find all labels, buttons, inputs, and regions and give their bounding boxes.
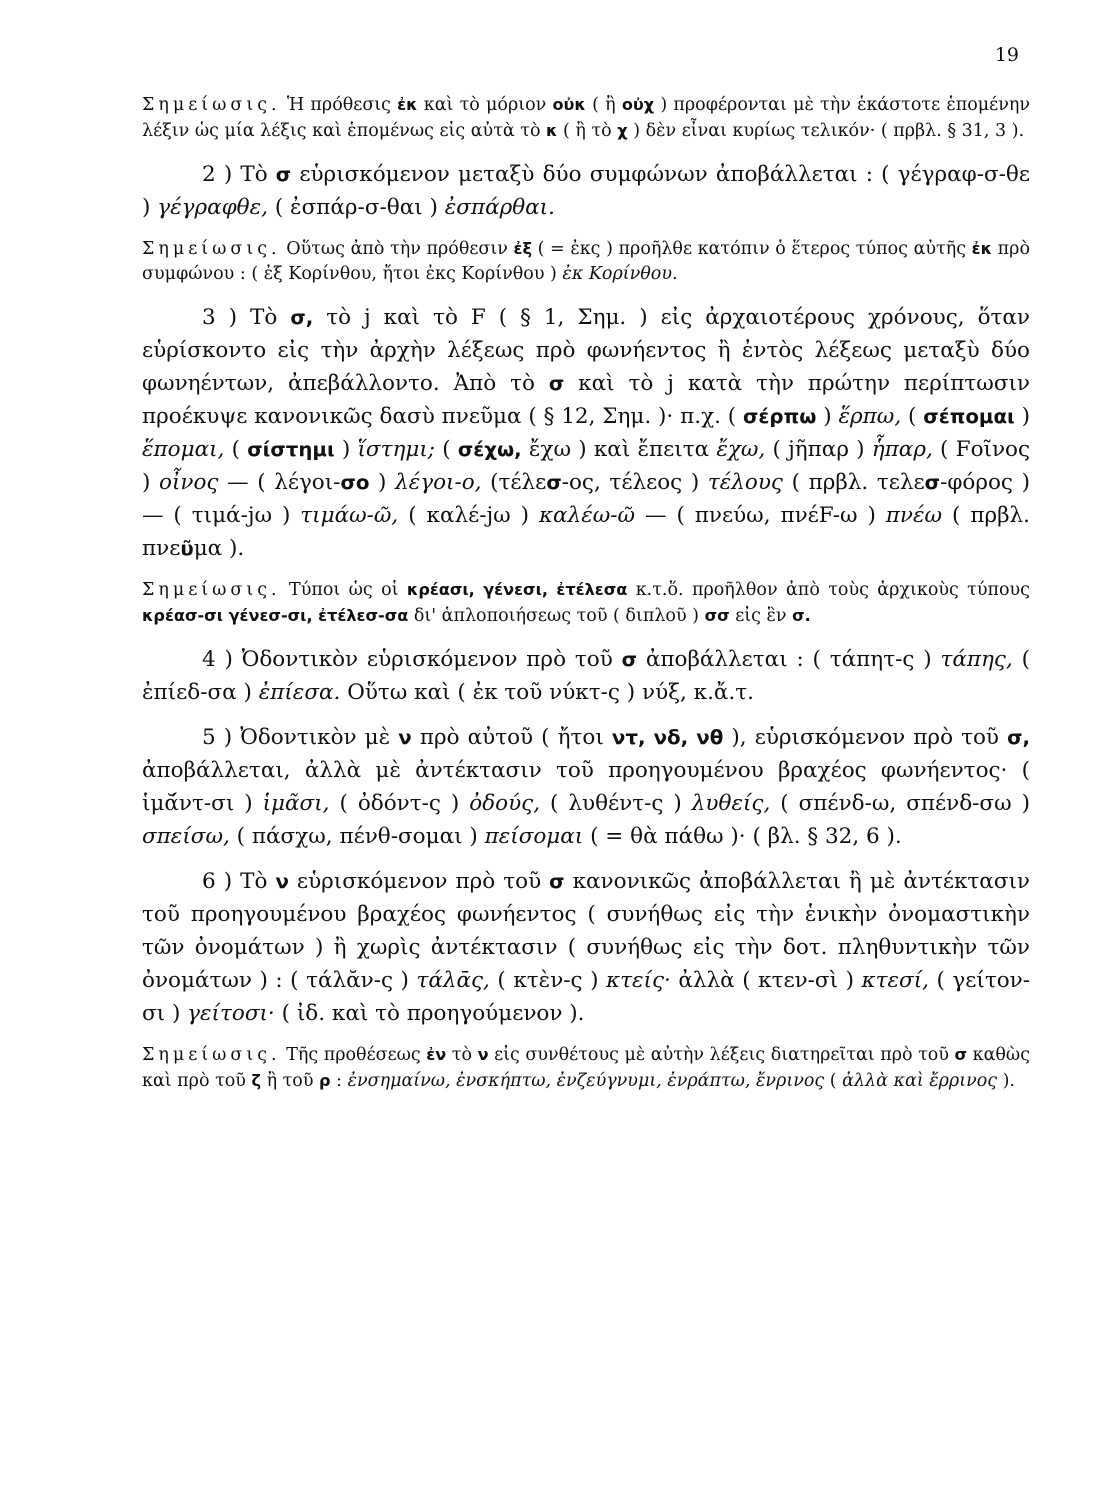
italic: λυθείς, xyxy=(691,791,771,816)
text: Οὕτω καὶ ( ἐκ τοῦ νύκτ-ς ) νύξ, κ.ἄ.τ. xyxy=(340,680,754,705)
text: ) xyxy=(369,470,396,495)
text: εἰς ἓν xyxy=(729,606,793,626)
text: ἢ τοῦ xyxy=(261,1071,320,1091)
text: ( ἐσπάρ-σ-θαι ) xyxy=(268,195,445,220)
text: Οὕτως ἀπὸ τὴν πρόθεσιν xyxy=(286,239,514,259)
bold: ν xyxy=(275,870,289,893)
text: ) xyxy=(334,437,358,462)
italic: ἱμᾶσι, xyxy=(262,791,330,816)
text: 4 ) Ὀδοντικὸν εὑρισκόμενον πρὸ τοῦ xyxy=(202,647,622,672)
text: ( πρβλ. πνε xyxy=(142,503,1030,561)
rule-3 xyxy=(142,301,1030,565)
italic: κτεσί, xyxy=(861,968,929,993)
italic: ἔχω, xyxy=(716,437,766,462)
text: μα ). xyxy=(193,536,245,561)
italic: πνέω xyxy=(885,503,943,528)
note-2 xyxy=(142,236,1030,287)
italic: κτείς· xyxy=(606,968,671,993)
text: ἀλλὰ ( κτεν-σὶ ) xyxy=(670,968,862,993)
text: Ἡ πρόθεσις xyxy=(286,95,398,115)
text: ) xyxy=(1014,404,1030,429)
bold: ν xyxy=(398,726,412,749)
note-label: Σημείωσις. xyxy=(142,580,281,600)
text: δι' ἁπλοποιήσεως τοῦ ( διπλοῦ ) xyxy=(408,606,705,626)
text: πρὸ συμφώνου : ( ἐξ Κορίνθου, ἤτοι ἐκς Κορίνθου ) xyxy=(142,239,1030,284)
text: 5 ) Ὀδοντικὸν μὲ xyxy=(202,725,399,750)
bold: σ, xyxy=(290,306,314,329)
text: ) xyxy=(816,404,839,429)
text: πρὸ αὐτοῦ ( ἤτοι xyxy=(411,725,612,750)
italic: ἐκ Κορίνθου. xyxy=(562,264,678,284)
bold: σίστημι xyxy=(247,438,335,461)
note-label: Σημείωσις. xyxy=(142,239,281,259)
text: κανονικῶς ἀποβάλλεται ἢ μὲ ἀντέκτασιν τοῦ προηγουμένου βραχέος φωνήεντος ( συνήθως εἰς τὴν ἑνικὴν ὀνομαστικὴν τῶν ὀνομάτων ) ἢ χωρὶς ἀντέκτασιν ( συνήθως εἰς τὴν δοτ. πληθυντικὴν τῶν ὀνομάτων ) : ( τάλᾰν-ς ) xyxy=(142,869,1031,993)
italic: ἕπομαι, xyxy=(142,437,225,462)
bold: ἐκ xyxy=(397,95,418,114)
italic: τιμάω-ῶ, xyxy=(300,503,399,528)
text: εὑρισκόμενον πρὸ τοῦ xyxy=(288,869,550,894)
bold: ντ, νδ, νθ xyxy=(611,726,724,749)
text: ἀποβάλλεται, ἀλλὰ μὲ ἀντέκτασιν τοῦ προηγουμένου βραχέος φωνήεντος· ( ἱμᾰ́ντ-σι ) xyxy=(142,758,1030,816)
text: ). xyxy=(997,1071,1015,1091)
bold: οὐχ xyxy=(621,95,655,114)
italic: καλέω-ῶ xyxy=(538,503,636,528)
italic: γέγραφθε, xyxy=(157,195,268,220)
text: 2 ) Τὸ xyxy=(202,162,276,187)
note-label: Σημείωσις. xyxy=(142,95,281,115)
italic: τάπης, xyxy=(940,647,1013,672)
bold: χ xyxy=(617,121,628,140)
italic: ἀλλὰ καὶ ἔρρινος xyxy=(842,1071,998,1091)
rule-4 xyxy=(142,643,1030,709)
text: ( ὀδόντ-ς ) xyxy=(329,791,470,816)
bold: σέχω, xyxy=(457,438,522,461)
italic: γείτοσι· xyxy=(187,1001,275,1026)
text: 6 ) Τὸ xyxy=(202,869,276,894)
bold: σ. xyxy=(792,606,811,625)
bold: σέπομαι xyxy=(923,405,1015,428)
note-4 xyxy=(142,1042,1030,1094)
italic: σπείσω, xyxy=(142,824,230,849)
text: ( πάσχω, πένθ-σομαι ) xyxy=(229,824,485,849)
italic: ἐσπάρθαι. xyxy=(444,195,555,220)
note-3 xyxy=(142,577,1030,629)
note-1 xyxy=(142,92,1030,144)
text: τὸ j καὶ τὸ F ( § 1, Σημ. ) εἰς ἀρχαιοτέρους χρόνους, ὅταν εὑρίσκοντο εἰς τὴν ἀρχὴν λέξεως πρὸ φωνήεντος ἢ ἐντὸς λέξεως μεταξὺ δύο φωνηέντων, ἀπεβάλλοντο. Ἀπὸ τὸ xyxy=(142,305,1030,396)
text: 3 ) Τὸ xyxy=(202,305,291,330)
text: ( ἢ τὸ xyxy=(557,121,618,141)
bold: κρέασι, γένεσι, ἐτέλεσα xyxy=(406,580,628,599)
italic: τέλους xyxy=(707,470,783,495)
bold: σ xyxy=(954,1045,968,1064)
text: ( jῆπαρ ) xyxy=(765,437,872,462)
bold: σ xyxy=(546,471,562,494)
text: τὸ xyxy=(446,1045,478,1065)
bold: σ xyxy=(549,870,565,893)
text: Τῆς προθέσεως xyxy=(286,1045,427,1065)
text: ( xyxy=(901,404,924,429)
text: (τέλε xyxy=(481,470,547,495)
italic: λέγοι-ο, xyxy=(395,470,482,495)
text: ( κτὲν-ς ) xyxy=(489,968,607,993)
bold: σ xyxy=(924,471,941,494)
text: -φόρος ) — ( τιμά-jω ) xyxy=(142,470,1030,528)
text: ) δὲν εἶναι κυρίως τελικόν· ( πρβλ. § 31, 3 ). xyxy=(627,121,1025,141)
bold: οὐκ xyxy=(552,95,586,114)
text: ( καλέ-jω ) xyxy=(398,503,539,528)
text: ( ἰδ. καὶ τὸ προηγούμενον ). xyxy=(274,1001,585,1026)
text: εὑρισκόμενον μεταξὺ δύο συμφώνων ἀποβάλλεται : ( γέγραφ-σ-θε ) xyxy=(142,162,1031,220)
text: ( Fοῖνος ) xyxy=(142,437,1030,495)
text: ( = θὰ πάθω )· ( βλ. § 32, 6 ). xyxy=(583,824,902,849)
text: ) προφέρονται μὲ τὴν ἑκάστοτε ἑπομένην λέξιν ὡς μία λέξις καὶ ἑπομένως εἰς αὐτὰ τὸ xyxy=(142,95,1030,141)
bold: ἐν xyxy=(426,1045,447,1064)
text: ἀποβάλλεται : ( τάπητ-ς ) xyxy=(637,647,941,672)
text: ( ἐπίεδ-σα ) xyxy=(142,647,1030,705)
text: ( xyxy=(824,1071,843,1091)
italic: ἐπίεσα. xyxy=(258,680,341,705)
bold: κρέασ-σι γένεσ-σι, ἐτέλεσ-σα xyxy=(142,606,409,625)
bold: ν xyxy=(477,1045,489,1064)
bold: ἐξ xyxy=(513,239,532,258)
text: Τύποι ὡς οἱ xyxy=(289,580,407,600)
italic: πείσομαι xyxy=(484,824,584,849)
text: ( πρβλ. τελε xyxy=(782,470,925,495)
text: ( ἢ xyxy=(585,95,622,115)
rule-2 xyxy=(142,158,1030,224)
text: καὶ τὸ j κατὰ τὴν πρώτην περίπτωσιν προέκυψε κανονικῶς δασὺ πνεῦμα ( § 12, Σημ. )· π.χ. ( xyxy=(142,371,1030,429)
text: ( = ἐκς ) προῆλθε κατόπιν ὁ ἕτερος τύπος αὐτῆς xyxy=(531,239,972,259)
bold: σσ xyxy=(704,606,730,625)
page-body xyxy=(142,92,1030,1108)
text: ( λυθέντ-ς ) xyxy=(540,791,692,816)
text: ἔχω ) καὶ ἔπειτα xyxy=(521,437,717,462)
text: : xyxy=(330,1071,348,1091)
text: ), εὑρισκόμενον πρὸ τοῦ xyxy=(723,725,1008,750)
text: ( σπένδ-ω, σπένδ-σω ) xyxy=(770,791,1030,816)
bold: ἐκ xyxy=(971,239,993,258)
text: ( γείτον-σι ) xyxy=(142,968,1031,1026)
bold: σέρπω xyxy=(743,405,817,428)
note-label: Σημείωσις. xyxy=(142,1045,281,1065)
text: κ.τ.ὅ. προῆλθον ἀπὸ τοὺς ἀρχικοὺς τύπους xyxy=(627,580,1030,600)
text: εἰς συνθέτους μὲ αὐτὴν λέξεις διατηρεῖται πρὸ τοῦ xyxy=(488,1045,955,1065)
page-number: 19 xyxy=(994,44,1019,66)
italic: ἵστημι; xyxy=(357,437,436,462)
text: καθὼς καὶ πρὸ τοῦ xyxy=(142,1045,1031,1091)
bold: σ xyxy=(621,648,638,671)
text: — ( πνεύω, πνέF-ω ) xyxy=(635,503,886,528)
rule-5 xyxy=(142,721,1030,853)
text: -ος, τέλεος ) xyxy=(561,470,708,495)
italic: ἧπαρ, xyxy=(871,437,933,462)
text: καὶ τὸ μόριον xyxy=(417,95,553,115)
bold: ρ xyxy=(319,1071,331,1090)
italic: τάλᾱς, xyxy=(416,968,490,993)
italic: ἐνσημαίνω, ἐνσκήπτω, ἐνζεύγνυμι, ἐνράπτω, ἔνρινος xyxy=(347,1071,825,1091)
text: ( xyxy=(224,437,248,462)
rule-6 xyxy=(142,865,1030,1030)
bold: σ xyxy=(548,372,565,395)
text: — ( λέγοι- xyxy=(218,470,341,495)
italic: ἕρπω, xyxy=(838,404,902,429)
bold: ῦ xyxy=(180,537,194,560)
italic: οἶνος xyxy=(159,470,219,495)
text: ( xyxy=(435,437,458,462)
italic: ὀδούς, xyxy=(469,791,541,816)
bold: ζ xyxy=(251,1071,262,1090)
bold: σ, xyxy=(1007,726,1030,749)
bold: σ xyxy=(275,163,292,186)
bold: σο xyxy=(340,471,370,494)
bold: κ xyxy=(546,121,558,140)
